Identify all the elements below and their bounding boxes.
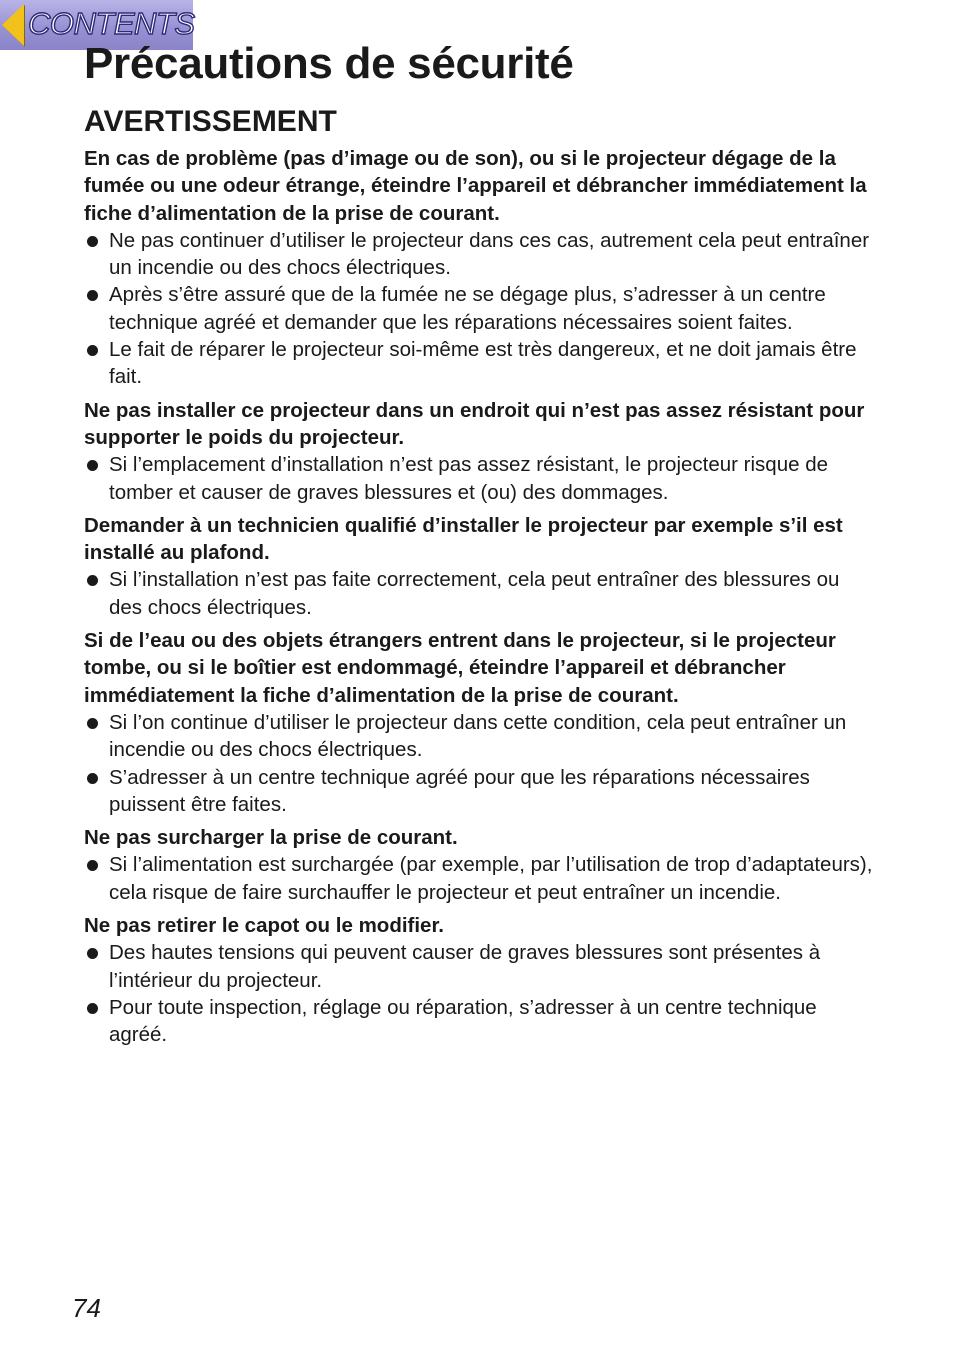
list-item <box>84 227 874 282</box>
warning-block <box>84 145 874 391</box>
contents-label: CONTENTS <box>28 6 195 41</box>
list-item <box>84 336 874 391</box>
bullet-icon <box>87 236 98 247</box>
list-item-text: Pour toute inspection, réglage ou réparation, s’adresser à un centre technique agréé. <box>109 995 817 1047</box>
warning-block <box>84 912 874 1048</box>
bullet-icon <box>87 860 98 871</box>
warning-heading: Ne pas surcharger la prise de courant. <box>84 826 458 850</box>
bullet-list <box>84 709 874 818</box>
list-item-text: Des hautes tensions qui peuvent causer de graves blessures sont présentes à l’intérieur du projecteur. <box>109 941 821 992</box>
list-item-text: S’adresser à un centre technique agréé pour que les réparations nécessaires puissent être faites. <box>109 765 810 816</box>
triangle-left-icon <box>2 4 24 46</box>
bullet-list <box>84 451 874 506</box>
list-item-text: Si l’installation n’est pas faite correctement, cela peut entraîner des blessures ou des chocs électriques. <box>109 568 840 619</box>
bullet-icon <box>87 718 98 729</box>
warning-block <box>84 397 874 506</box>
section-heading: AVERTISSEMENT <box>84 105 337 138</box>
bullet-icon <box>87 290 98 301</box>
bullet-list <box>84 566 874 621</box>
list-item-text: Après s’être assuré que de la fumée ne se dégage plus, s’adresser à un centre technique agréé et demander que les réparations nécessaires soient faites. <box>109 283 826 334</box>
warning-heading: Demander à un technicien qualifié d’installer le projecteur par exemple s’il est installé au plafond. <box>84 513 843 565</box>
bullet-list <box>84 851 874 906</box>
warning-block <box>84 824 874 906</box>
warning-heading: En cas de problème (pas d’image ou de son), ou si le projecteur dégage de la fumée ou une odeur étrange, éteindre l’appareil et débrancher immédiatement la fiche d’alimentation de la prise de courant. <box>84 147 867 225</box>
warning-block <box>84 627 874 818</box>
bullet-list <box>84 939 874 1048</box>
list-item <box>84 451 874 506</box>
page-number: 74 <box>72 1293 101 1323</box>
list-item <box>84 281 874 336</box>
list-item-text: Ne pas continuer d’utiliser le projecteur dans ces cas, autrement cela peut entraîner un incendie ou des chocs électriques. <box>109 228 870 280</box>
list-item <box>84 851 874 906</box>
warning-heading: Si de l’eau ou des objets étrangers entrent dans le projecteur, si le projecteur tombe, ou si le boîtier est endommagé, éteindre l’appareil et débrancher immédiatement la fiche d’alimentation de la prise de courant. <box>84 629 836 707</box>
list-item-text: Si l’on continue d’utiliser le projecteur dans cette condition, cela peut entraîner un incendie ou des chocs électriques. <box>109 710 847 762</box>
list-item-text: Le fait de réparer le projecteur soi-même est très dangereux, et ne doit jamais être fait. <box>109 338 857 389</box>
warning-block <box>84 512 874 621</box>
bullet-icon <box>87 773 98 784</box>
list-item-text: Si l’emplacement d’installation n’est pas assez résistant, le projecteur risque de tomber et causer de graves blessures et (ou) des dommages. <box>109 453 829 504</box>
warnings-list <box>84 145 874 1055</box>
bullet-icon <box>87 460 98 471</box>
bullet-icon <box>87 1003 98 1014</box>
list-item <box>84 994 874 1049</box>
bullet-icon <box>87 948 98 959</box>
list-item <box>84 939 874 994</box>
list-item <box>84 764 874 819</box>
bullet-list <box>84 227 874 391</box>
page-title: Précautions de sécurité <box>84 39 574 88</box>
list-item <box>84 709 874 764</box>
bullet-icon <box>87 575 98 586</box>
bullet-icon <box>87 345 98 356</box>
list-item <box>84 566 874 621</box>
warning-heading: Ne pas installer ce projecteur dans un endroit qui n’est pas assez résistant pour supporter le poids du projecteur. <box>84 398 865 449</box>
warning-heading: Ne pas retirer le capot ou le modifier. <box>84 914 445 938</box>
list-item-text: Si l’alimentation est surchargée (par exemple, par l’utilisation de trop d’adaptateurs), cela risque de faire surchauffer le projecteur et peut entraîner un incendie. <box>109 853 873 904</box>
